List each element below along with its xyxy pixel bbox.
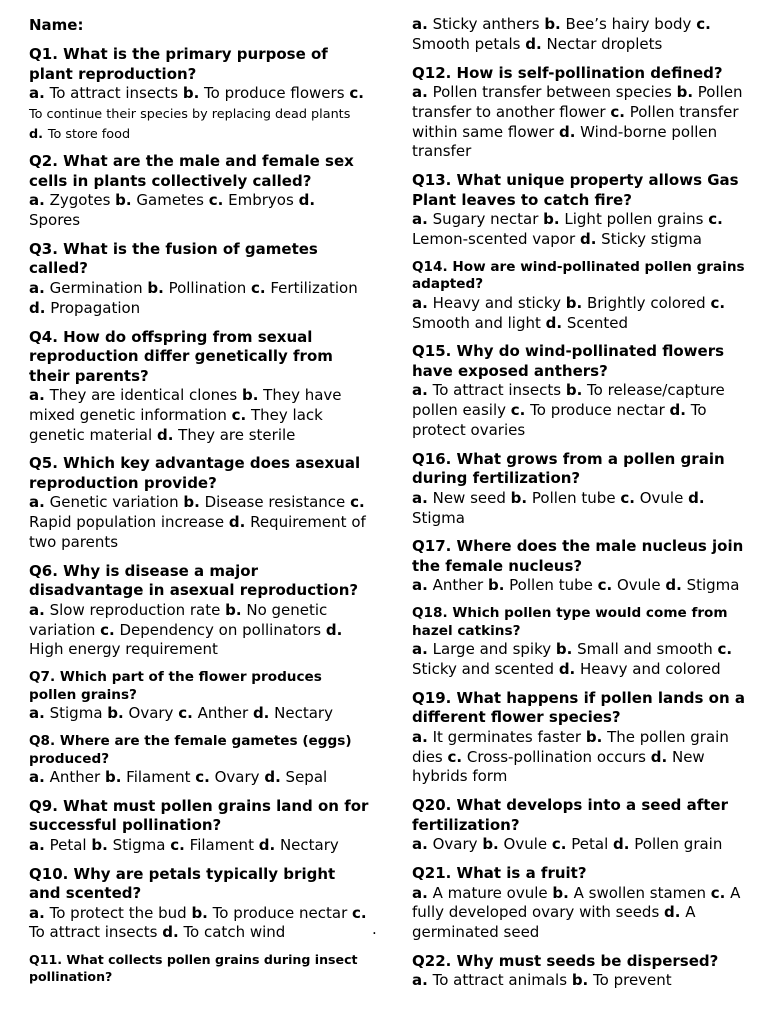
question-block	[412, 689, 757, 787]
question-block	[29, 45, 369, 143]
option-letter: d.	[669, 401, 686, 420]
option-letter: a.	[29, 493, 45, 512]
option-letter: c.	[510, 401, 526, 420]
option-text: High energy requirement	[29, 640, 218, 659]
question-text: Q3. What is the fusion of gametes called?	[29, 239, 318, 278]
answer-options	[412, 489, 757, 529]
option-text: Scented	[566, 313, 629, 332]
stray-mark: .	[372, 920, 377, 938]
question-text: Q9. What must pollen grains land on for successful pollination?	[29, 796, 369, 835]
question-text: Q7. Which part of the flower produces pollen grains?	[29, 669, 322, 703]
option-text: Filament	[189, 835, 254, 854]
option-letter: d.	[29, 298, 46, 317]
option-letter: c.	[352, 903, 367, 922]
option-text: To attract animals	[432, 971, 568, 990]
option-letter: b.	[565, 293, 583, 312]
question-text: Q21. What is a fruit?	[412, 864, 587, 883]
option-text: Ovule	[617, 576, 661, 595]
option-letter: b.	[555, 640, 573, 659]
answer-options	[412, 728, 757, 787]
option-text: Slow reproduction rate	[49, 600, 221, 619]
question-block	[412, 605, 757, 680]
option-letter: b.	[482, 835, 499, 854]
option-letter: a.	[29, 600, 45, 619]
option-text: Smooth and light	[412, 313, 541, 332]
option-letter: d.	[29, 126, 44, 142]
option-text: Petal	[571, 835, 609, 854]
answer-options	[412, 835, 757, 855]
option-text: Stigma	[412, 508, 465, 527]
option-letter: a.	[29, 278, 45, 297]
option-text: Disease resistance	[204, 493, 346, 512]
option-text: Pollen tube	[509, 576, 593, 595]
option-text: To produce flowers	[204, 84, 345, 102]
question-text: Q8. Where are the female gametes (eggs) produced?	[29, 733, 352, 767]
option-letter: b.	[571, 971, 589, 990]
option-letter: a.	[412, 83, 428, 102]
option-letter: c.	[349, 84, 364, 102]
option-letter: a.	[29, 903, 45, 922]
option-letter: c.	[610, 102, 625, 121]
question-text: Q15. Why do wind-pollinated flowers have exposed anthers?	[412, 342, 725, 380]
question-block	[412, 64, 757, 163]
answer-options	[412, 294, 757, 334]
question-block	[29, 562, 369, 660]
right-column	[412, 0, 757, 1000]
question-text: Q12. How is self-pollination defined?	[412, 63, 723, 82]
option-letter: d.	[665, 576, 682, 595]
option-letter: c.	[717, 640, 733, 659]
option-text: Anther	[432, 576, 484, 595]
option-text: Bee’s hairy body	[565, 15, 692, 33]
option-letter: a.	[29, 84, 45, 102]
option-text: It germinates faster	[432, 727, 582, 746]
option-text: Pollen transfer within same flower	[412, 102, 739, 141]
option-text: Light pollen grains	[564, 210, 704, 229]
option-text: To prevent	[593, 971, 672, 990]
option-text: A swollen stamen	[573, 883, 706, 902]
option-letter: a.	[29, 191, 45, 210]
option-text: Requirement of two parents	[29, 513, 366, 552]
option-letter: a.	[412, 576, 428, 595]
question-block	[29, 328, 369, 446]
option-text: To protect the bud	[49, 903, 187, 922]
option-letter: c.	[710, 293, 726, 312]
question-text: Q1. What is the primary purpose of plant reproduction?	[29, 45, 328, 83]
question-block	[29, 240, 369, 319]
option-letter: b.	[585, 727, 603, 746]
option-letter: c.	[100, 620, 115, 639]
option-text: They lack genetic material	[29, 405, 323, 444]
option-text: Stigma	[686, 576, 740, 595]
option-text: Smooth petals	[412, 34, 521, 53]
option-text: Sticky stigma	[601, 230, 702, 249]
answer-options	[412, 381, 757, 440]
answer-options	[412, 576, 757, 596]
question-block	[29, 669, 369, 724]
option-text: Spores	[29, 211, 81, 230]
option-letter: a.	[29, 386, 45, 405]
option-text: Fertilization	[270, 278, 358, 297]
option-letter: a.	[412, 640, 428, 659]
option-text: Ovary	[128, 704, 174, 723]
option-letter: a.	[412, 971, 428, 990]
option-text: Zygotes	[49, 191, 111, 210]
option-letter: c.	[178, 704, 193, 723]
option-letter: b.	[487, 576, 505, 595]
option-letter: b.	[191, 903, 208, 922]
question-text: Q17. Where does the male nucleus join the female nucleus?	[412, 537, 744, 575]
option-text: Pollen transfer between species	[432, 83, 672, 102]
option-letter: b.	[91, 835, 108, 854]
option-letter: c.	[696, 15, 711, 33]
question-block	[29, 865, 369, 944]
option-text: To attract insects	[432, 381, 562, 400]
option-text: A mature ovule	[432, 883, 548, 902]
question-text: Q4. How do offspring from sexual reproduction differ genetically from their parents?	[29, 327, 333, 385]
option-letter: b.	[565, 381, 583, 400]
option-letter: d.	[525, 34, 542, 53]
option-letter: b.	[182, 84, 200, 102]
option-text: Pollen transfer to another flower	[412, 83, 743, 121]
option-text: To catch wind	[183, 923, 286, 942]
option-text: Ovary	[432, 835, 478, 854]
option-text: Pollen grain	[634, 835, 723, 854]
option-text: To protect ovaries	[412, 401, 707, 440]
question-block	[29, 733, 369, 788]
option-text: To produce nectar	[530, 401, 665, 420]
option-text: Pollen tube	[531, 488, 616, 507]
answer-options	[412, 15, 757, 55]
option-text: Anther	[49, 768, 101, 787]
option-text: Dependency on pollinators	[119, 620, 322, 639]
option-letter: a.	[412, 210, 428, 229]
option-text: Small and smooth	[577, 640, 713, 659]
option-text: Ovule	[503, 835, 548, 854]
option-text: Ovary	[214, 768, 260, 787]
option-letter: c.	[170, 835, 185, 854]
question-block	[412, 864, 757, 943]
option-letter: a.	[29, 704, 45, 723]
option-text: Germination	[49, 278, 143, 297]
option-text: Gametes	[136, 191, 204, 210]
option-letter: d.	[545, 313, 563, 332]
option-letter: c.	[350, 493, 365, 512]
question-text: Q22. Why must seeds be dispersed?	[412, 951, 719, 970]
option-text: Rapid population increase	[29, 513, 225, 532]
option-text: Ovule	[639, 488, 684, 507]
option-letter: c.	[620, 488, 635, 507]
option-letter: d.	[298, 191, 316, 210]
option-text: To produce nectar	[212, 903, 348, 922]
option-text: Lemon-scented vapor	[412, 230, 576, 249]
option-text: Sepal	[285, 768, 328, 787]
option-text: To continue their species by replacing dead plants	[29, 106, 351, 122]
question-block-continued	[412, 15, 757, 55]
answer-options	[412, 640, 757, 680]
option-letter: b.	[552, 883, 569, 902]
option-text: Anther	[197, 704, 249, 723]
option-text: Petal	[49, 835, 87, 854]
option-letter: c.	[447, 747, 463, 766]
answer-options	[29, 279, 369, 319]
question-text: Q6. Why is disease a major disadvantage in asexual reproduction?	[29, 561, 359, 600]
option-letter: d.	[558, 660, 576, 679]
option-letter: d.	[228, 513, 246, 532]
option-letter: c.	[231, 405, 247, 424]
option-text: Brightly colored	[586, 293, 706, 312]
question-text: Q18. Which pollen type would come from hazel catkins?	[412, 605, 728, 639]
answer-options	[29, 768, 369, 788]
option-text: To store food	[47, 126, 131, 142]
option-letter: b.	[543, 210, 560, 229]
answer-options	[29, 704, 369, 724]
option-text: Nectary	[274, 704, 333, 723]
option-letter: a.	[29, 768, 45, 787]
option-text: To attract insects	[49, 84, 179, 102]
option-letter: a.	[29, 835, 45, 854]
answer-options	[412, 884, 757, 943]
option-letter: d.	[252, 704, 270, 723]
left-column	[29, 0, 369, 994]
option-text: Heavy and sticky	[432, 293, 561, 312]
question-block	[29, 797, 369, 856]
option-letter: a.	[412, 883, 428, 902]
question-text: Q2. What are the male and female sex cells in plants collectively called?	[29, 152, 354, 190]
option-text: They are sterile	[178, 425, 296, 444]
option-text: Propagation	[50, 298, 141, 317]
option-letter: c.	[597, 576, 613, 595]
option-letter: a.	[412, 15, 428, 33]
option-text: New seed	[432, 488, 506, 507]
answer-options	[29, 836, 369, 856]
answer-options	[29, 191, 369, 231]
option-text: The pollen grain dies	[412, 727, 729, 766]
option-letter: a.	[412, 293, 428, 312]
option-letter: c.	[710, 883, 726, 902]
answer-options	[29, 601, 369, 660]
option-letter: d.	[156, 425, 174, 444]
answer-options	[29, 904, 369, 944]
question-block	[412, 342, 757, 440]
question-block	[412, 952, 757, 991]
option-letter: c.	[708, 210, 723, 229]
answer-options	[29, 84, 369, 143]
option-letter: d.	[258, 835, 276, 854]
option-letter: b.	[183, 493, 200, 512]
option-text: Sticky anthers	[432, 15, 540, 33]
option-text: Stigma	[49, 704, 103, 723]
option-letter: d.	[613, 835, 630, 854]
option-letter: c.	[250, 278, 266, 297]
option-text: Sugary nectar	[432, 210, 539, 229]
question-text: Q11. What collects pollen grains during insect pollination?	[29, 952, 358, 984]
answer-options	[29, 493, 369, 552]
option-letter: b.	[676, 83, 694, 102]
option-text: Filament	[126, 768, 191, 787]
option-letter: c.	[551, 835, 567, 854]
answer-options	[29, 386, 369, 445]
question-block	[29, 952, 369, 985]
option-text: Wind-borne pollen transfer	[412, 122, 718, 161]
option-letter: a.	[412, 488, 428, 507]
option-text: To release/capture pollen easily	[412, 381, 725, 420]
option-letter: b.	[510, 488, 528, 507]
option-text: They have mixed genetic information	[29, 386, 342, 424]
option-text: Sticky and scented	[412, 660, 555, 679]
option-letter: a.	[412, 381, 428, 400]
question-block	[412, 537, 757, 596]
question-text: Q19. What happens if pollen lands on a different flower species?	[412, 688, 746, 727]
option-letter: b.	[225, 600, 242, 619]
question-text: Q13. What unique property allows Gas Plant leaves to catch fire?	[412, 171, 739, 209]
option-text: Stigma	[112, 835, 166, 854]
name-label: Name:	[29, 16, 84, 34]
option-text: New hybrids form	[412, 747, 705, 786]
option-letter: d.	[264, 768, 281, 787]
option-letter: b.	[115, 191, 132, 210]
option-text: Nectar droplets	[546, 34, 663, 53]
option-text: Cross-pollination occurs	[466, 747, 646, 766]
option-letter: d.	[664, 903, 681, 922]
option-text: Large and spiky	[432, 640, 552, 659]
option-text: A germinated seed	[412, 903, 696, 942]
question-block	[412, 259, 757, 334]
option-text: Heavy and colored	[580, 660, 721, 679]
option-letter: a.	[412, 727, 428, 746]
answer-options	[412, 83, 757, 162]
option-letter: d.	[579, 230, 597, 249]
option-letter: b.	[107, 704, 124, 723]
question-text: Q5. Which key advantage does asexual reproduction provide?	[29, 454, 361, 492]
option-letter: b.	[241, 386, 259, 405]
option-letter: d.	[650, 747, 668, 766]
option-text: To attract insects	[29, 923, 158, 942]
option-text: They are identical clones	[49, 386, 238, 405]
option-letter: c.	[208, 191, 224, 210]
option-letter: b.	[147, 278, 164, 297]
option-letter: d.	[688, 488, 705, 507]
option-letter: c.	[195, 768, 210, 787]
option-text: No genetic variation	[29, 600, 328, 639]
option-letter: b.	[104, 768, 122, 787]
question-block	[412, 796, 757, 855]
question-text: Q16. What grows from a pollen grain during fertilization?	[412, 449, 725, 488]
option-text: Embryos	[228, 191, 294, 210]
question-block	[29, 454, 369, 552]
option-text: A fully developed ovary with seeds	[412, 883, 741, 922]
option-text: Genetic variation	[49, 493, 179, 512]
option-text: Nectary	[279, 835, 339, 854]
option-letter: d.	[325, 620, 343, 639]
question-text: Q20. What develops into a seed after fertilization?	[412, 796, 728, 834]
answer-options	[412, 210, 757, 250]
option-letter: d.	[162, 923, 179, 942]
option-letter: b.	[544, 15, 561, 33]
question-block	[412, 450, 757, 529]
question-text: Q10. Why are petals typically bright and scented?	[29, 864, 336, 903]
question-block	[29, 152, 369, 231]
answer-options	[412, 971, 757, 991]
option-letter: d.	[558, 122, 576, 141]
option-letter: a.	[412, 835, 428, 854]
question-block	[412, 171, 757, 250]
option-text: Pollination	[168, 278, 247, 297]
question-text: Q14. How are wind-pollinated pollen grains adapted?	[412, 258, 745, 293]
